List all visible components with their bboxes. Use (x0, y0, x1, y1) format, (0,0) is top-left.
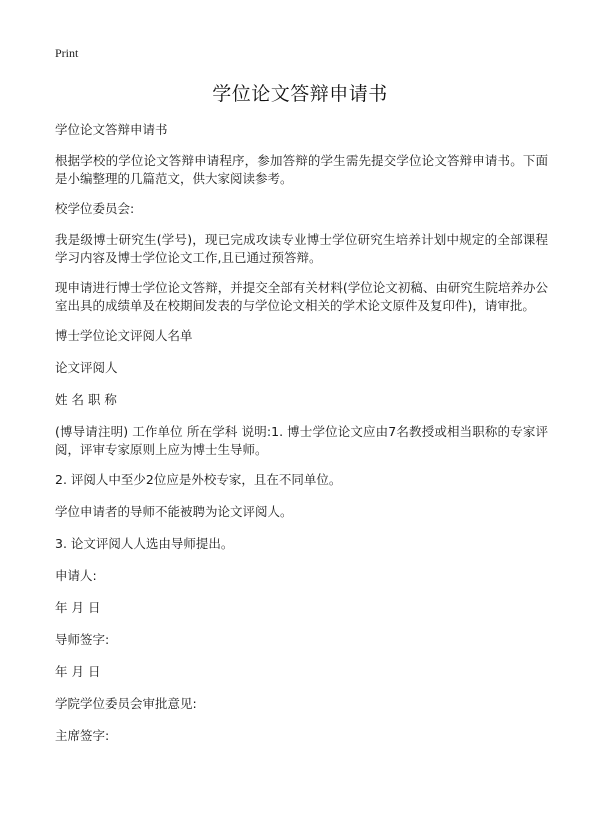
statement-paragraph: 我是级博士研究生(学号)，现已完成攻读专业博士学位研究生培养计划中规定的全部课程学习内容及博士学位论文工作,且已通过预答辩。 (55, 232, 548, 265)
name-title-header: 姓 名 职 称 (55, 392, 117, 407)
applicant-label: 申请人: (55, 568, 97, 583)
print-label: Print (55, 46, 79, 60)
advisor-date: 年 月 日 (55, 664, 101, 679)
advisor-signature-label: 导师签字: (55, 632, 110, 647)
subtitle-paragraph: 学位论文答辩申请书 (55, 122, 168, 137)
applicant-date: 年 月 日 (55, 600, 101, 615)
request-paragraph: 现申请进行博士学位论文答辩，并提交全部有关材料(学位论文初稿、由研究生院培养办公室出具的成绩单及在校期间发表的与学位论文相关的学术论文原件及复印件)，请审批。 (55, 280, 548, 313)
chair-signature-label: 主席签字: (55, 728, 110, 743)
committee-opinion-label: 学院学位委员会审批意见: (55, 696, 197, 711)
note-2: 2. 评阅人中至少2位应是外校专家，且在不同单位。 (55, 472, 342, 487)
notes-paragraph: (博导请注明) 工作单位 所在学科 说明:1. 博士学位论文应由7名教授或相当职称的专家评阅，评审专家原则上应为博士生导师。 (55, 424, 548, 457)
document-title: 学位论文答辩申请书 (212, 83, 388, 105)
intro-paragraph: 根据学校的学位论文答辩申请程序，参加答辩的学生需先提交学位论文答辩申请书。下面是小编整理的几篇范文，供大家阅读参考。 (55, 153, 548, 186)
salutation: 校学位委员会: (55, 201, 135, 216)
note-advisor: 学位申请者的导师不能被聘为论文评阅人。 (55, 504, 293, 519)
reviewer-list-heading: 博士学位论文评阅人名单 (55, 328, 193, 343)
reviewer-label: 论文评阅人 (55, 360, 118, 375)
note-3: 3. 论文评阅人人选由导师提出。 (55, 536, 234, 551)
document-body (55, 121, 548, 759)
